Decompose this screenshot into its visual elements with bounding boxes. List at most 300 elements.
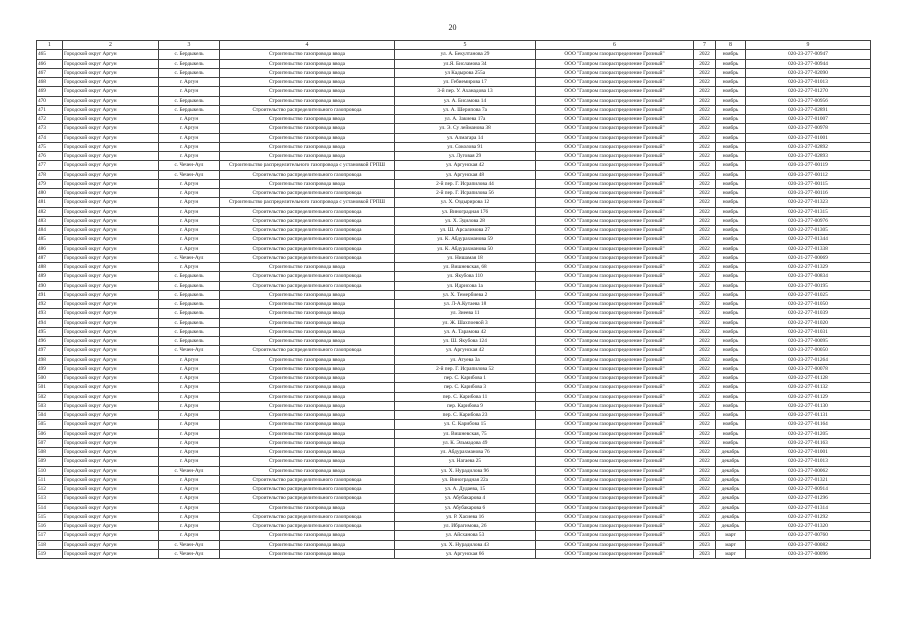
code-cell: 020-23-277-00116	[746, 189, 871, 198]
code-cell: 020-22-277-01130	[746, 401, 871, 410]
code-cell: 020-22-277-00760	[746, 531, 871, 540]
district-cell: Городской округ Аргун	[63, 392, 159, 401]
row-number: 511	[37, 475, 63, 484]
address-cell: ул. Айсханова 53	[395, 531, 536, 540]
locality-cell: г. Аргун	[159, 152, 220, 161]
organization-cell: ООО "Газпром газораспределение Грозный"	[536, 87, 694, 96]
organization-cell: ООО "Газпром газораспределение Грозный"	[536, 216, 694, 225]
table-row	[37, 253, 871, 262]
table-row	[37, 290, 871, 299]
address-cell: ул. Абдурахманова 76	[395, 448, 536, 457]
table-row	[37, 383, 871, 392]
table-row	[37, 540, 871, 549]
organization-cell: ООО "Газпром газораспределение Грозный"	[536, 540, 694, 549]
organization-cell: ООО "Газпром газораспределение Грозный"	[536, 133, 694, 142]
row-number: 519	[37, 549, 63, 558]
address-cell: ул. Нишамая 18	[395, 253, 536, 262]
district-cell: Городской округ Аргун	[63, 198, 159, 207]
district-cell: Городской округ Аргун	[63, 216, 159, 225]
month-cell: ноябрь	[716, 429, 746, 438]
code-cell: 020-22-277-01205	[746, 429, 871, 438]
year-cell: 2022	[694, 50, 716, 59]
gas-works-table	[36, 40, 871, 559]
month-cell: декабрь	[716, 512, 746, 521]
month-cell: ноябрь	[716, 170, 746, 179]
code-cell: 020-22-277-01315	[746, 207, 871, 216]
work-type-cell: Строительство распределительного газопровода	[220, 281, 395, 290]
table-row	[37, 522, 871, 531]
address-cell: 2-й пер. Г. Исрапилова 56	[395, 189, 536, 198]
work-type-cell: Строительство газопровода ввода	[220, 420, 395, 429]
year-cell: 2022	[694, 401, 716, 410]
district-cell: Городской округ Аргун	[63, 448, 159, 457]
work-type-cell: Строительство газопровода ввода	[220, 179, 395, 188]
month-cell: ноябрь	[716, 401, 746, 410]
column-header: 8	[716, 41, 746, 50]
table-row	[37, 457, 871, 466]
year-cell: 2022	[694, 142, 716, 151]
work-type-cell: Строительство газопровода ввода	[220, 355, 395, 364]
district-cell: Городской округ Аргун	[63, 531, 159, 540]
table-row	[37, 170, 871, 179]
address-cell: ул. А. Шерипова 7а	[395, 105, 536, 114]
row-number: 493	[37, 309, 63, 318]
locality-cell: г. Аргун	[159, 198, 220, 207]
year-cell: 2022	[694, 244, 716, 253]
year-cell: 2022	[694, 411, 716, 420]
locality-cell: г. Аргун	[159, 512, 220, 521]
row-number: 484	[37, 226, 63, 235]
work-type-cell: Строительство газопровода ввода	[220, 78, 395, 87]
year-cell: 2022	[694, 59, 716, 68]
address-cell: 2-й пер. Г. Исрапилова 44	[395, 179, 536, 188]
code-cell: 020-22-277-00914	[746, 485, 871, 494]
year-cell: 2022	[694, 124, 716, 133]
work-type-cell: Строительство газопровода ввода	[220, 438, 395, 447]
address-cell: ул. А. Закиева 17а	[395, 115, 536, 124]
work-type-cell: Строительство распределительного газопровода	[220, 235, 395, 244]
district-cell: Городской округ Аргун	[63, 96, 159, 105]
month-cell: ноябрь	[716, 226, 746, 235]
locality-cell: г. Аргун	[159, 411, 220, 420]
month-cell: ноябрь	[716, 281, 746, 290]
row-number: 479	[37, 179, 63, 188]
work-type-cell: Строительство газопровода ввода	[220, 309, 395, 318]
month-cell: ноябрь	[716, 420, 746, 429]
table-row	[37, 392, 871, 401]
work-type-cell: Строительство газопровода ввода	[220, 50, 395, 59]
table-row	[37, 420, 871, 429]
code-cell: 020-23-277-01264	[746, 355, 871, 364]
year-cell: 2022	[694, 161, 716, 170]
district-cell: Городской округ Аргун	[63, 485, 159, 494]
organization-cell: ООО "Газпром газораспределение Грозный"	[536, 374, 694, 383]
address-cell: ул. А. Бисамова 14	[395, 96, 536, 105]
district-cell: Городской округ Аргун	[63, 207, 159, 216]
locality-cell: г. Аргун	[159, 485, 220, 494]
month-cell: ноябрь	[716, 438, 746, 447]
code-cell: 020-21-277-00069	[746, 253, 871, 262]
code-cell: 020-23-277-00112	[746, 170, 871, 179]
header-row	[37, 41, 871, 50]
locality-cell: г. Аргун	[159, 503, 220, 512]
row-number: 513	[37, 494, 63, 503]
month-cell: декабрь	[716, 457, 746, 466]
table-row	[37, 133, 871, 142]
row-number: 488	[37, 263, 63, 272]
month-cell: ноябрь	[716, 68, 746, 77]
locality-cell: с. Бердыкель	[159, 318, 220, 327]
locality-cell: с. Бердыкель	[159, 300, 220, 309]
year-cell: 2022	[694, 179, 716, 188]
table-row	[37, 429, 871, 438]
month-cell: ноябрь	[716, 78, 746, 87]
table-row	[37, 105, 871, 114]
district-cell: Городской округ Аргун	[63, 161, 159, 170]
month-cell: ноябрь	[716, 133, 746, 142]
row-number: 518	[37, 540, 63, 549]
year-cell: 2022	[694, 281, 716, 290]
code-cell: 020-22-277-01131	[746, 411, 871, 420]
year-cell: 2022	[694, 364, 716, 373]
address-cell: пер. С. Карибова 23	[395, 411, 536, 420]
month-cell: декабрь	[716, 475, 746, 484]
district-cell: Городской округ Аргун	[63, 522, 159, 531]
code-cell: 020-22-277-01129	[746, 392, 871, 401]
district-cell: Городской округ Аргун	[63, 115, 159, 124]
column-header: 3	[159, 41, 220, 50]
year-cell: 2022	[694, 216, 716, 225]
month-cell: ноябрь	[716, 290, 746, 299]
year-cell: 2022	[694, 318, 716, 327]
organization-cell: ООО "Газпром газораспределение Грозный"	[536, 189, 694, 198]
table-row	[37, 337, 871, 346]
month-cell: ноябрь	[716, 337, 746, 346]
table-row	[37, 68, 871, 77]
code-cell: 020-23-277-00947	[746, 50, 871, 59]
address-cell: ул. Ибрагимова, 26	[395, 522, 536, 531]
year-cell: 2022	[694, 429, 716, 438]
locality-cell: г. Аргун	[159, 133, 220, 142]
address-cell: ул. Абубакарова 4	[395, 494, 536, 503]
row-number: 504	[37, 411, 63, 420]
code-cell: 020-22-277-01305	[746, 226, 871, 235]
work-type-cell: Строительство распределительного газопровода	[220, 272, 395, 281]
row-number: 495	[37, 327, 63, 336]
code-cell: 020-23-277-00834	[746, 272, 871, 281]
work-type-cell: Строительство газопровода ввода	[220, 115, 395, 124]
district-cell: Городской округ Аргун	[63, 142, 159, 151]
locality-cell: г. Аргун	[159, 475, 220, 484]
locality-cell: г. Аргун	[159, 392, 220, 401]
table-header	[37, 41, 871, 50]
address-cell: ул. К. Абдурахманова 50	[395, 244, 536, 253]
code-cell: 020-22-277-01296	[746, 494, 871, 503]
column-header: 7	[694, 41, 716, 50]
work-type-cell: Строительство газопровода ввода	[220, 383, 395, 392]
work-type-cell: Строительство газопровода ввода	[220, 411, 395, 420]
work-type-cell: Строительство распределительного газопровода	[220, 475, 395, 484]
year-cell: 2022	[694, 115, 716, 124]
address-cell: ул. Виноградная 22а	[395, 475, 536, 484]
work-type-cell: Строительство распределительного газопровода	[220, 253, 395, 262]
organization-cell: ООО "Газпром газораспределение Грозный"	[536, 355, 694, 364]
column-header: 4	[220, 41, 395, 50]
month-cell: ноябрь	[716, 300, 746, 309]
row-number: 476	[37, 152, 63, 161]
row-number: 514	[37, 503, 63, 512]
district-cell: Городской округ Аргун	[63, 411, 159, 420]
code-cell: 020-23-277-02893	[746, 152, 871, 161]
organization-cell: ООО "Газпром газораспределение Грозный"	[536, 152, 694, 161]
row-number: 486	[37, 244, 63, 253]
district-cell: Городской округ Аргун	[63, 59, 159, 68]
address-cell: ул. К. Эльмадова 49	[395, 438, 536, 447]
row-number: 510	[37, 466, 63, 475]
work-type-cell: Строительство газопровода ввода	[220, 466, 395, 475]
table-row	[37, 401, 871, 410]
row-number: 482	[37, 207, 63, 216]
month-cell: ноябрь	[716, 309, 746, 318]
table-row	[37, 438, 871, 447]
locality-cell: г. Аргун	[159, 494, 220, 503]
year-cell: 2022	[694, 346, 716, 355]
organization-cell: ООО "Газпром газораспределение Грозный"	[536, 337, 694, 346]
table-row	[37, 179, 871, 188]
code-cell: 020-23-277-00078	[746, 364, 871, 373]
work-type-cell: Строительство газопровода ввода	[220, 96, 395, 105]
district-cell: Городской округ Аргун	[63, 346, 159, 355]
district-cell: Городской округ Аргун	[63, 457, 159, 466]
table-row	[37, 346, 871, 355]
column-header: 6	[536, 41, 694, 50]
locality-cell: с. Бердыкель	[159, 50, 220, 59]
work-type-cell: Строительство газопровода ввода	[220, 327, 395, 336]
work-type-cell: Строительство распределительного газопровода	[220, 207, 395, 216]
code-cell: 020-22-277-01314	[746, 503, 871, 512]
district-cell: Городской округ Аргун	[63, 475, 159, 484]
organization-cell: ООО "Газпром газораспределение Грозный"	[536, 253, 694, 262]
year-cell: 2022	[694, 96, 716, 105]
address-cell: ул. С. Карибова 15	[395, 420, 536, 429]
district-cell: Городской округ Аргун	[63, 189, 159, 198]
locality-cell: с. Бердыкель	[159, 337, 220, 346]
year-cell: 2022	[694, 466, 716, 475]
district-cell: Городской округ Аргун	[63, 429, 159, 438]
table-row	[37, 281, 871, 290]
address-cell: ул. Х. Темербиева 2	[395, 290, 536, 299]
row-number: 512	[37, 485, 63, 494]
work-type-cell: Строительство газопровода ввода	[220, 429, 395, 438]
row-number: 503	[37, 401, 63, 410]
locality-cell: с. Бердыкель	[159, 96, 220, 105]
year-cell: 2022	[694, 475, 716, 484]
code-cell: 020-22-277-01050	[746, 300, 871, 309]
work-type-cell: Строительство газопровода ввода	[220, 503, 395, 512]
district-cell: Городской округ Аргун	[63, 318, 159, 327]
code-cell: 020-22-277-01344	[746, 235, 871, 244]
district-cell: Городской округ Аргун	[63, 50, 159, 59]
work-type-cell: Строительство газопровода ввода	[220, 263, 395, 272]
row-number: 502	[37, 392, 63, 401]
work-type-cell: Строительство газопровода ввода	[220, 457, 395, 466]
code-cell: 020-23-277-00115	[746, 179, 871, 188]
table-row	[37, 142, 871, 151]
district-cell: Городской округ Аргун	[63, 226, 159, 235]
table-row	[37, 198, 871, 207]
table-row	[37, 512, 871, 521]
address-cell: ул. А. Тарамова 42	[395, 327, 536, 336]
organization-cell: ООО "Газпром газораспределение Грозный"	[536, 290, 694, 299]
organization-cell: ООО "Газпром газораспределение Грозный"	[536, 346, 694, 355]
organization-cell: ООО "Газпром газораспределение Грозный"	[536, 327, 694, 336]
year-cell: 2022	[694, 327, 716, 336]
locality-cell: с. Чечен-Аул	[159, 540, 220, 549]
address-cell: ул. Х. Эдилова 28	[395, 216, 536, 225]
row-number: 472	[37, 115, 63, 124]
organization-cell: ООО "Газпром газораспределение Грозный"	[536, 124, 694, 133]
month-cell: декабрь	[716, 494, 746, 503]
table-row	[37, 309, 871, 318]
district-cell: Городской округ Аргун	[63, 105, 159, 114]
month-cell: ноябрь	[716, 115, 746, 124]
table-body	[37, 50, 871, 559]
month-cell: ноябрь	[716, 318, 746, 327]
table-row	[37, 189, 871, 198]
address-cell: 2-й пер. Г. Исрапилова 52	[395, 364, 536, 373]
year-cell: 2022	[694, 133, 716, 142]
page-number: 20	[448, 23, 457, 32]
district-cell: Городской округ Аргун	[63, 327, 159, 336]
row-number: 508	[37, 448, 63, 457]
code-cell: 020-22-277-01323	[746, 198, 871, 207]
address-cell: ул. Алмагара 14	[395, 133, 536, 142]
row-number: 501	[37, 383, 63, 392]
locality-cell: с. Бердыкель	[159, 272, 220, 281]
organization-cell: ООО "Газпром газораспределение Грозный"	[536, 59, 694, 68]
year-cell: 2022	[694, 198, 716, 207]
locality-cell: г. Аргун	[159, 448, 220, 457]
table-row	[37, 78, 871, 87]
address-cell: ул. Х. Нурадилова 96	[395, 466, 536, 475]
year-cell: 2022	[694, 457, 716, 466]
row-number: 477	[37, 161, 63, 170]
year-cell: 2022	[694, 438, 716, 447]
address-cell: ул. Виноградная 176	[395, 207, 536, 216]
district-cell: Городской округ Аргун	[63, 549, 159, 558]
row-number: 515	[37, 512, 63, 521]
organization-cell: ООО "Газпром газораспределение Грозный"	[536, 531, 694, 540]
code-cell: 020-23-277-02090	[746, 68, 871, 77]
year-cell: 2022	[694, 512, 716, 521]
table-row	[37, 216, 871, 225]
month-cell: декабрь	[716, 485, 746, 494]
code-cell: 020-23-277-02891	[746, 105, 871, 114]
year-cell: 2023	[694, 549, 716, 558]
locality-cell: с. Чечен-Аул	[159, 466, 220, 475]
work-type-cell: Строительство газопровода ввода	[220, 364, 395, 373]
code-cell: 020-23-277-00978	[746, 124, 871, 133]
locality-cell: г. Аргун	[159, 522, 220, 531]
table-row	[37, 226, 871, 235]
year-cell: 2022	[694, 272, 716, 281]
row-number: 478	[37, 170, 63, 179]
year-cell: 2022	[694, 170, 716, 179]
table-row	[37, 161, 871, 170]
code-cell: 020-23-277-00095	[746, 337, 871, 346]
address-cell: ул. Якубова 110	[395, 272, 536, 281]
row-number: 466	[37, 59, 63, 68]
organization-cell: ООО "Газпром газораспределение Грозный"	[536, 318, 694, 327]
district-cell: Городской округ Аргун	[63, 355, 159, 364]
locality-cell: г. Аргун	[159, 189, 220, 198]
locality-cell: г. Аргун	[159, 401, 220, 410]
address-cell: ул. Ж. Шахпоевой 3	[395, 318, 536, 327]
locality-cell: с. Бердыкель	[159, 105, 220, 114]
row-number: 500	[37, 374, 63, 383]
locality-cell: с. Бердыкель	[159, 281, 220, 290]
year-cell: 2022	[694, 226, 716, 235]
district-cell: Городской округ Аргун	[63, 300, 159, 309]
address-cell: ул. Вишневская, 68	[395, 263, 536, 272]
district-cell: Городской округ Аргун	[63, 494, 159, 503]
address-cell: ул. А. Бекултанова 29	[395, 50, 536, 59]
month-cell: ноябрь	[716, 355, 746, 364]
table-row	[37, 549, 871, 558]
district-cell: Городской округ Аргун	[63, 133, 159, 142]
column-header: 5	[395, 41, 536, 50]
work-type-cell: Строительство распределительного газопровода	[220, 494, 395, 503]
district-cell: Городской округ Аргун	[63, 401, 159, 410]
row-number: 471	[37, 105, 63, 114]
year-cell: 2022	[694, 522, 716, 531]
month-cell: ноябрь	[716, 383, 746, 392]
district-cell: Городской округ Аргун	[63, 420, 159, 429]
organization-cell: ООО "Газпром газораспределение Грозный"	[536, 392, 694, 401]
month-cell: ноябрь	[716, 96, 746, 105]
organization-cell: ООО "Газпром газораспределение Грозный"	[536, 522, 694, 531]
code-cell: 020-23-277-00082	[746, 540, 871, 549]
work-type-cell: Строительство газопровода ввода	[220, 531, 395, 540]
address-cell: пер. С. Карибова 1	[395, 374, 536, 383]
year-cell: 2022	[694, 253, 716, 262]
year-cell: 2022	[694, 485, 716, 494]
row-number: 475	[37, 142, 63, 151]
table-row	[37, 374, 871, 383]
district-cell: Городской округ Аргун	[63, 466, 159, 475]
address-cell: ул. К. Абдурахманова 59	[395, 235, 536, 244]
locality-cell: с. Чечен-Аул	[159, 170, 220, 179]
work-type-cell: Строительство газопровода ввода	[220, 318, 395, 327]
table-row	[37, 318, 871, 327]
address-cell: ул. Луговая 29	[395, 152, 536, 161]
year-cell: 2023	[694, 540, 716, 549]
locality-cell: г. Аргун	[159, 420, 220, 429]
organization-cell: ООО "Газпром газораспределение Грозный"	[536, 198, 694, 207]
code-cell: 020-22-277-01020	[746, 318, 871, 327]
row-number: 496	[37, 337, 63, 346]
code-cell: 020-22-277-01163	[746, 438, 871, 447]
code-cell: 020-23-277-00062	[746, 466, 871, 475]
locality-cell: г. Аргун	[159, 179, 220, 188]
address-cell: пер. Карибова 9	[395, 401, 536, 410]
district-cell: Городской округ Аргун	[63, 540, 159, 549]
address-cell: ул. Л-А.Кутаева 18	[395, 300, 536, 309]
year-cell: 2022	[694, 290, 716, 299]
month-cell: ноябрь	[716, 142, 746, 151]
month-cell: ноябрь	[716, 87, 746, 96]
row-number: 465	[37, 50, 63, 59]
